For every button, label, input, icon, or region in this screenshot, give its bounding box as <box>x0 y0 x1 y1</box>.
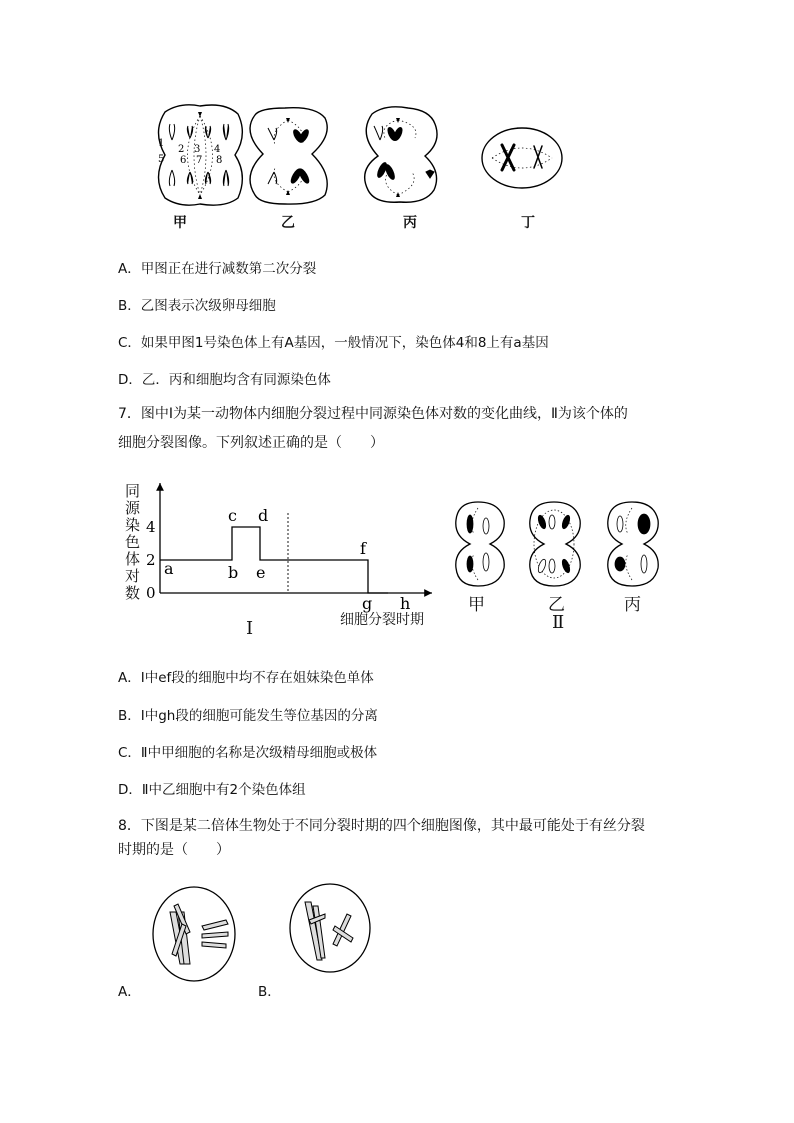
chart-point-label-f: f <box>360 539 366 558</box>
chart-point-label-g: g <box>362 594 373 613</box>
cell-yi-outline <box>250 108 327 204</box>
cell-division-figure-ii <box>448 498 678 590</box>
ylabel-char-6: 数 <box>125 584 141 602</box>
ylabel-char-5: 对 <box>125 567 141 585</box>
ylabel-char-3: 色 <box>125 533 141 551</box>
homologous-pairs-chart <box>140 478 440 628</box>
chrom-num-6: 6 <box>180 155 187 166</box>
caption-yi: 乙 <box>281 215 295 231</box>
cell-ding-outline <box>482 128 562 188</box>
figure-ii-label: Ⅱ <box>552 612 565 633</box>
q6-option-b: B．乙图表示次级卵母细胞 <box>118 298 276 314</box>
caption-ding: 丁 <box>521 215 535 231</box>
figure-ii-caption-bing: 丙 <box>624 595 641 615</box>
chart-point-label-e: e <box>256 563 266 582</box>
q7-option-a: A．Ⅰ中ef段的细胞中均不存在姐妹染色单体 <box>118 670 374 686</box>
chart-point-label-c: c <box>228 506 237 525</box>
q8-option-a-label: A． <box>118 984 141 1000</box>
chart-x-axis-label: 细胞分裂时期 <box>340 612 424 628</box>
chart-ytick-2: 2 <box>146 551 156 569</box>
ylabel-char-1: 源 <box>125 499 141 517</box>
ylabel-char-2: 染 <box>125 516 141 534</box>
chrom-num-8: 8 <box>216 155 223 166</box>
q7-option-c: C．Ⅱ中甲细胞的名称是次级精母细胞或极体 <box>118 745 378 761</box>
caption-bing: 丙 <box>403 215 417 231</box>
figure-ii-caption-yi: 乙 <box>548 595 565 615</box>
q8-cell-a <box>150 884 238 984</box>
q7-option-d: D．Ⅱ中乙细胞中有2个染色体组 <box>118 782 306 798</box>
chrom-num-5: 5 <box>158 154 165 165</box>
q7-stem-line1: 7．图中Ⅰ为某一动物体内细胞分裂过程中同源染色体对数的变化曲线，Ⅱ为该个体的 <box>118 406 628 422</box>
chart-series-line <box>160 527 388 593</box>
q8-stem-line2: 时期的是（ ） <box>118 842 230 858</box>
chrom-num-7: 7 <box>196 155 203 166</box>
chrom-num-1: 1 <box>158 138 165 149</box>
chrom-num-2: 2 <box>178 144 185 155</box>
caption-jia: 甲 <box>173 215 187 231</box>
q8-option-b-label: B． <box>258 984 281 1000</box>
ylabel-char-0: 同 <box>125 482 141 500</box>
figure-i-label: Ⅰ <box>246 618 254 639</box>
chrom-num-3: 3 <box>194 144 201 155</box>
chart-point-label-a: a <box>164 559 174 578</box>
q8-cell-b <box>287 880 373 976</box>
chrom-num-4: 4 <box>214 144 221 155</box>
chart-point-label-h: h <box>400 594 411 613</box>
chart-ytick-4: 4 <box>146 518 156 536</box>
chart-point-label-d: d <box>258 506 269 525</box>
q7-stem-line2: 细胞分裂图像。下列叙述正确的是（ ） <box>118 435 384 451</box>
q7-option-b: B．Ⅰ中gh段的细胞可能发生等位基因的分离 <box>118 708 378 724</box>
ylabel-char-4: 体 <box>125 550 141 568</box>
q8-stem-line1: 8．下图是某二倍体生物处于不同分裂时期的四个细胞图像，其中最可能处于有丝分裂 <box>118 818 645 834</box>
q6-option-a: A．甲图正在进行减数第二次分裂 <box>118 261 317 277</box>
chart-point-label-b: b <box>228 563 239 582</box>
q6-option-c: C．如果甲图1号染色体上有A基因，一般情况下，染色体4和8上有a基因 <box>118 335 549 351</box>
chart-ytick-0: 0 <box>146 584 156 602</box>
figure-ii-caption-jia: 甲 <box>468 595 485 615</box>
cell-bing-outline <box>365 107 437 202</box>
q6-option-d: D．乙．丙和细胞均含有同源染色体 <box>118 372 331 388</box>
cell-division-figure-q6 <box>130 100 570 230</box>
